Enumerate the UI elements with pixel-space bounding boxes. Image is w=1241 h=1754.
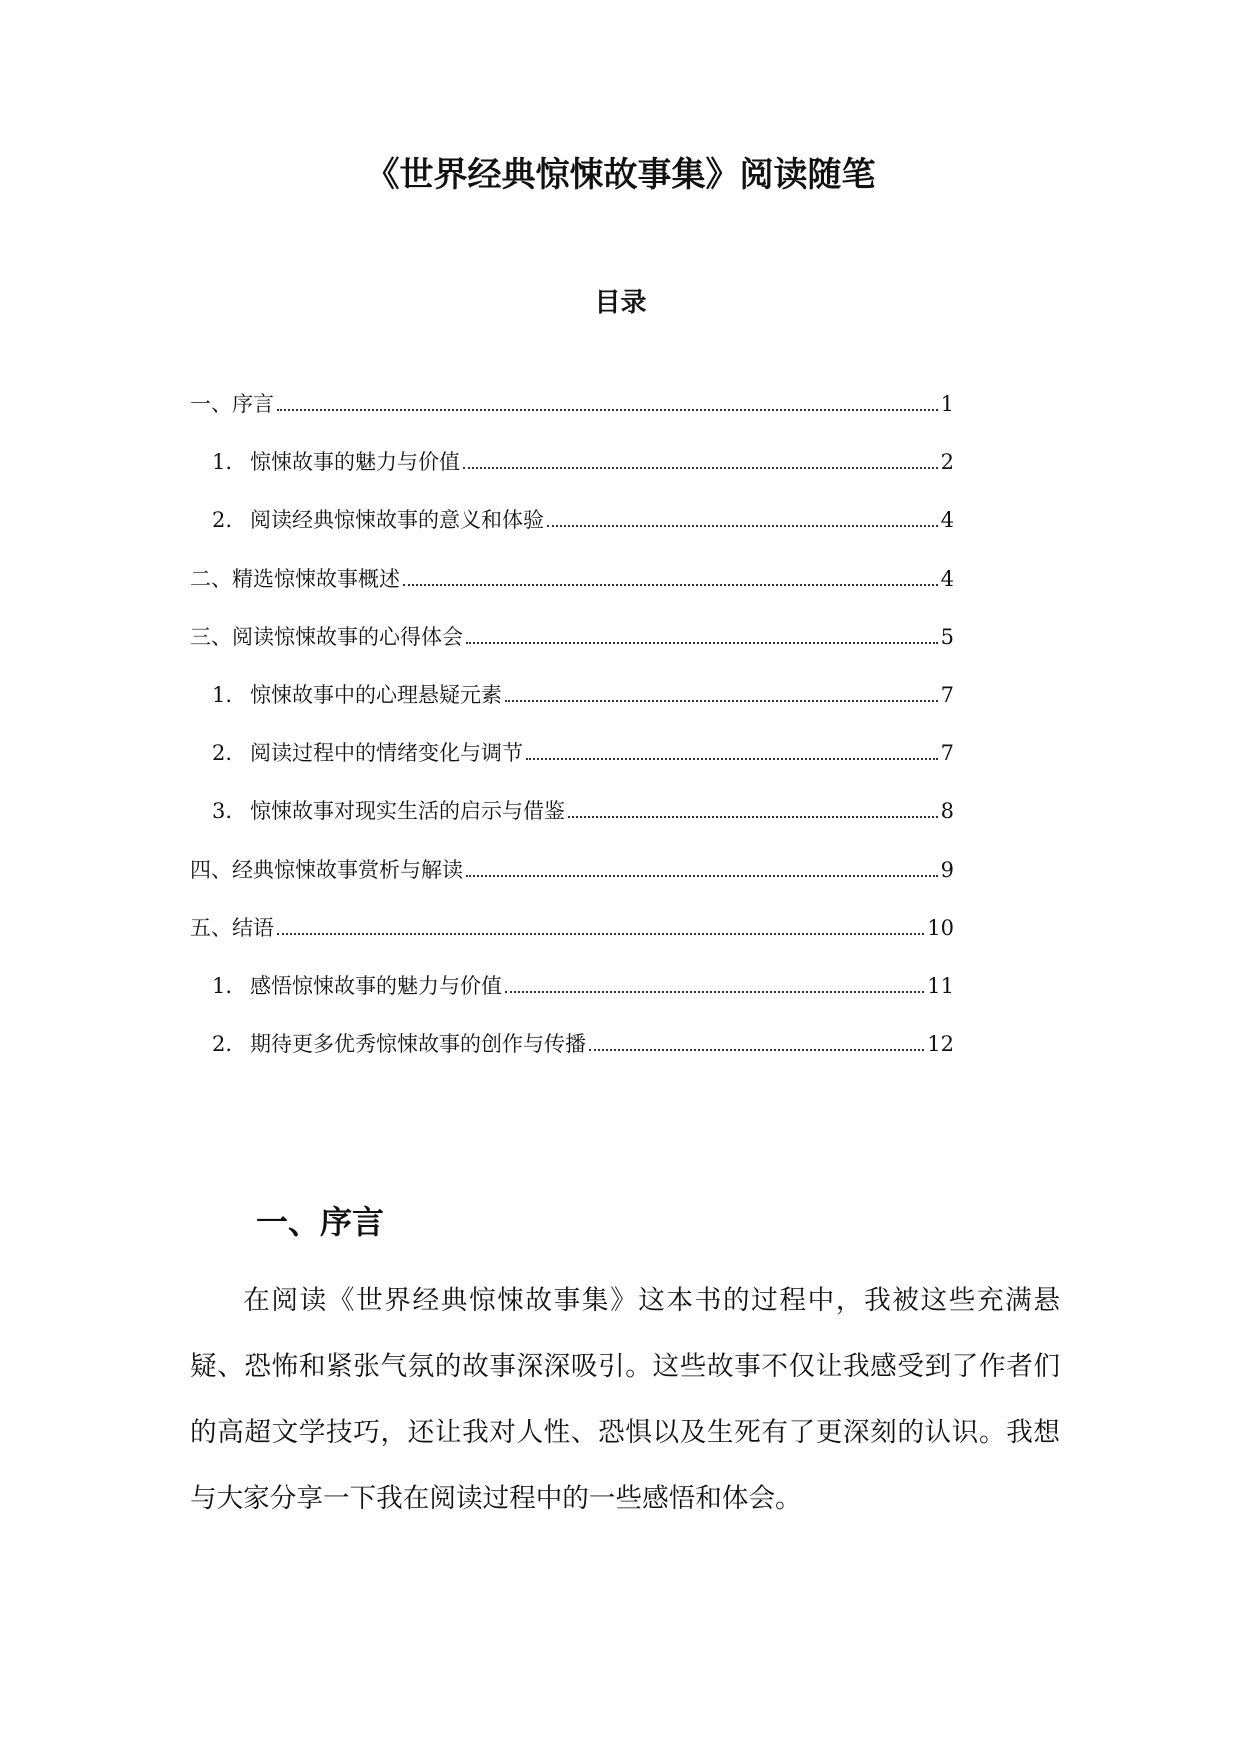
- toc-entry[interactable]: [190, 388, 954, 428]
- toc-entry[interactable]: [212, 1028, 954, 1068]
- toc-entry-number: 1.: [212, 450, 233, 475]
- toc-entry-number: 2.: [212, 741, 233, 766]
- toc-entry[interactable]: [212, 970, 954, 1010]
- toc-entry-title: 一、序言: [190, 392, 274, 416]
- toc-page-number: 8: [940, 799, 954, 824]
- toc-page-number: 4: [940, 566, 954, 591]
- toc-entry[interactable]: [190, 621, 954, 661]
- toc-entry[interactable]: [212, 795, 954, 835]
- toc-leader-dots: [466, 875, 938, 877]
- toc-entry-number: 3.: [212, 799, 233, 824]
- toc-page-number: 12: [927, 1032, 954, 1057]
- toc-entry-title: 惊悚故事对现实生活的启示与借鉴: [250, 799, 565, 824]
- document-title: 《世界经典惊悚故事集》阅读随笔: [365, 155, 876, 195]
- toc-entry-number: 2.: [212, 508, 233, 533]
- toc-entry[interactable]: [212, 504, 954, 544]
- toc-leader-dots: [547, 525, 938, 527]
- toc-leader-dots: [277, 409, 938, 411]
- toc-page-number: 4: [940, 508, 954, 533]
- toc-page-number: 9: [940, 857, 954, 882]
- toc-entry[interactable]: [190, 854, 954, 894]
- toc-leader-dots: [568, 816, 938, 818]
- toc-leader-dots: [505, 700, 938, 702]
- toc-entry-title: 四、经典惊悚故事赏析与解读: [190, 857, 463, 882]
- intro-paragraph: 在阅读《世界经典惊悚故事集》这本书的过程中，我被这些充满悬疑、恐怖和紧张气氛的故事深深吸引。这些故事不仅让我感受到了作者们的高超文学技巧，还让我对人性、恐惧以及生死有了更深刻的认识。我想与大家分享一下我在阅读过程中的一些感悟和体会。: [190, 1285, 1060, 1514]
- toc-entry-number: 1.: [212, 974, 233, 998]
- toc-entry-title: 二、精选惊悚故事概述: [190, 566, 400, 591]
- toc-entry-title: 阅读过程中的情绪变化与调节: [250, 741, 523, 766]
- toc-leader-dots: [277, 933, 924, 935]
- section-heading: 一、序言: [256, 1203, 385, 1241]
- toc-leader-dots: [526, 758, 938, 760]
- toc-entry[interactable]: [212, 446, 954, 486]
- toc-entry[interactable]: [190, 563, 954, 603]
- toc-page-number: 2: [940, 450, 954, 475]
- toc-entry[interactable]: [190, 912, 954, 952]
- toc-leader-dots: [589, 1049, 924, 1051]
- toc-entry[interactable]: [212, 737, 954, 777]
- toc-leader-dots: [505, 991, 924, 993]
- toc-page-number: 7: [940, 741, 954, 766]
- toc-entry-title: 阅读经典惊悚故事的意义和体验: [250, 508, 544, 533]
- toc-entry-number: 1.: [212, 683, 233, 707]
- toc-heading: 目录: [594, 288, 647, 318]
- toc-page-number: 10: [927, 915, 954, 940]
- toc-leader-dots: [466, 642, 938, 644]
- toc-entry-title: 惊悚故事中的心理悬疑元素: [250, 683, 502, 707]
- toc-entry-title: 惊悚故事的魅力与价值: [250, 450, 460, 475]
- toc-leader-dots: [403, 584, 938, 586]
- toc-page-number: 5: [940, 624, 954, 649]
- toc-entry[interactable]: [212, 679, 954, 719]
- toc-entry-number: 2.: [212, 1032, 233, 1057]
- toc-leader-dots: [463, 467, 938, 469]
- toc-entry-title: 感悟惊悚故事的魅力与价值: [250, 974, 502, 998]
- toc-page-number: 11: [927, 974, 954, 998]
- toc-entry-title: 五、结语: [190, 915, 274, 940]
- toc-page-number: 1: [940, 392, 954, 416]
- toc-entry-title: 三、阅读惊悚故事的心得体会: [190, 624, 463, 649]
- toc-entry-title: 期待更多优秀惊悚故事的创作与传播: [250, 1032, 586, 1057]
- toc-page-number: 7: [940, 683, 954, 707]
